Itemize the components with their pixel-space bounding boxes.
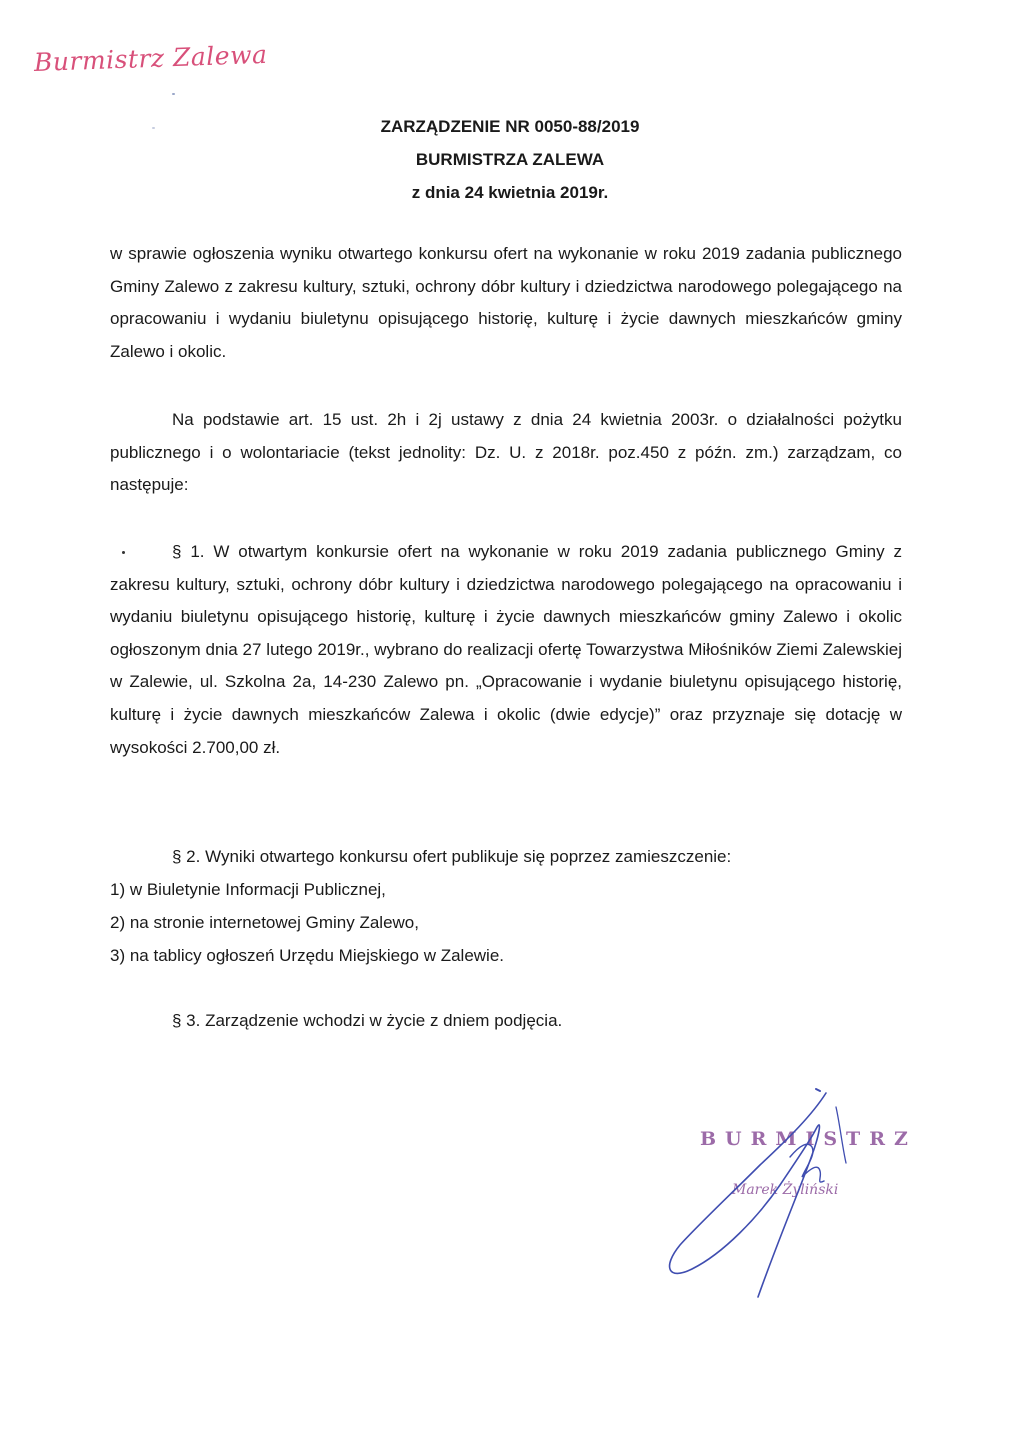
legal-basis-text: Na podstawie art. 15 ust. 2h i 2j ustawy z dnia 24 kwietnia 2003r. o działalności pożytku publicznego i o wolontariacie (tekst jednolity: Dz. U. z 2018r. poz.450 z późn. zm.) zarządzam, co następuje: <box>110 410 902 495</box>
title-line-number: ZARZĄDZENIE NR 0050-88/2019 <box>380 117 640 136</box>
section-1 <box>110 536 902 764</box>
legal-basis-paragraph <box>110 404 902 502</box>
section-2-intro: § 2. Wyniki otwartego konkursu ofert publikuje się poprzez zamieszczenie: <box>172 847 732 866</box>
title-line-date: z dnia 24 kwietnia 2019r. <box>411 183 609 202</box>
handwritten-signature <box>640 1085 870 1315</box>
section-2-item: 1) w Biuletynie Informacji Publicznej, <box>110 880 386 899</box>
section-2-item: 2) na stronie internetowej Gminy Zalewo, <box>110 913 419 932</box>
section-2 <box>110 840 902 972</box>
section-3-text: § 3. Zarządzenie wchodzi w życie z dniem podjęcia. <box>172 1011 563 1030</box>
document-title <box>0 110 1010 209</box>
scan-speck <box>172 93 175 95</box>
stamp-name: Marek Żyliński <box>732 1182 839 1198</box>
subject-paragraph: w sprawie ogłoszenia wyniku otwartego konkursu ofert na wykonanie w roku 2019 zadania publicznego Gminy Zalewo z zakresu kultury, sztuki, ochrony dóbr kultury i dziedzictwa narodowego polegającego na opracowaniu i wydaniu biuletynu opisującego historię, kulturę i życie dawnych mieszkańców gminy Zalewo i okolic. <box>110 244 902 361</box>
letterhead-stamp: Burmistrz Zalewa <box>33 39 268 77</box>
stamp-title: BURMISTRZ <box>700 1128 917 1150</box>
title-line-issuer: BURMISTRZA ZALEWA <box>415 150 605 169</box>
section-1-text: § 1. W otwartym konkursie ofert na wykonanie w roku 2019 zadania publicznego Gminy z zakresu kultury, sztuki, ochrony dóbr kultury i dziedzictwa narodowego polegającego na opracowaniu i wydaniu biuletynu opisującego historię, kulturę i życie dawnych mieszkańców gminy Zalewo i okolic ogłoszonym dnia 27 lutego 2019r., wybrano do realizacji ofertę Towarzystwa Miłośników Ziemi Zalewskiej w Zalewie, ul. Szkolna 2a, 14-230 Zalewo pn. „Opracowanie i wydanie biuletynu opisującego historię, kulturę i życie dawnych mieszkańców Zalewa i okolic (dwie edycje)” oraz przyznaje się dotację w wysokości 2.700,00 zł. <box>110 542 902 757</box>
section-3 <box>110 1005 902 1038</box>
section-2-item: 3) na tablicy ogłoszeń Urzędu Miejskiego w Zalewie. <box>110 946 505 965</box>
